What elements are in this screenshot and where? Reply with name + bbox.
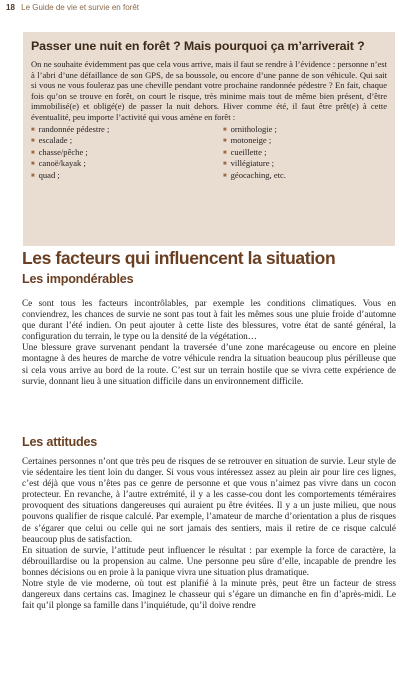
- activity-list-right: [223, 124, 286, 182]
- paragraph: Certaines personnes n’ont que très peu de risques de se retrouver en situation de survie. Leur style de vie sédentaire les tient loin du danger. Si vous vous intéressez assez au plein air pour lire ces lignes, c’est déjà que vous n’êtes pas ce genre de personne et que vous n’aimez pas vivre dans un cocon protecteur. En revanche, à l’autre extrémité, il y a les casse-cou dont les comportements téméraires provoquent des situations dangereuses qui auraient pu être évitées. Il y a un juste milieu, que nous pouvons qualifier de risque calculé. Par exemple, l’amateur de marche d’orientation a plus de risques de s’égarer que celui ou celle qui ne sort jamais des sentiers, mais il retire de ce risque calculé beaucoup plus de satisfaction.: [22, 456, 396, 544]
- running-header: [6, 3, 139, 12]
- list-item: ■ motoneige ;: [223, 135, 286, 147]
- paragraph: En situation de survie, l’attitude peut influencer le résultat : par exemple la force de caractère, la débrouillardise ou la propension au calme. Une personne peu sûre d’elle, incapable de prendre les bonnes décisions ou en proie à la panique vivra une situation plus dramatique.: [22, 544, 396, 577]
- list-item: ■ escalade ;: [31, 135, 223, 147]
- imponderables-body: [22, 298, 396, 387]
- paragraph: Une blessure grave survenant pendant la traversée d’une zone marécageuse ou encore en pleine montagne à des heures de marche de votre véhicule rendra la situation beaucoup plus périlleuse que si cela vous arrive au bord de la route. C’est sur un terrain hostile que se vivra cette expérience de survie, donnant lieu à une situation difficile dans un environnement difficile.: [22, 342, 396, 386]
- info-box: [23, 32, 395, 246]
- activity-list-left: [31, 124, 223, 182]
- list-item: ■ canoë/kayak ;: [31, 158, 223, 170]
- list-item: ■ géocaching, etc.: [223, 170, 286, 182]
- paragraph: Notre style de vie moderne, où tout est planifié à la minute près, peut être un facteur de stress dangereux dans certains cas. Imaginez le chasseur qui s’égare un dimanche en fin d’après-midi. Le fait qu’il plonge sa famille dans l’inquiétude, qu’il doive rendre: [22, 578, 396, 611]
- list-item: ■ ornithologie ;: [223, 124, 286, 136]
- section-title: Les facteurs qui influencent la situation: [22, 248, 336, 268]
- info-box-title: Passer une nuit en forêt ? Mais pourquoi ça m’arriverait ?: [31, 39, 365, 53]
- list-item: ■ cueillette ;: [223, 147, 286, 159]
- list-item: ■ chasse/pêche ;: [31, 147, 223, 159]
- attitudes-body: [22, 456, 396, 611]
- page-number: 18: [6, 3, 15, 12]
- list-item: ■ villégiature ;: [223, 158, 286, 170]
- info-box-text: On ne souhaite évidemment pas que cela vous arrive, mais il faut se rendre à l’évidence : personne n’est à l’abri d’une défaillance de son GPS, de sa boussole, ou encore d’une panne de son véhicule. Qui sait si vous ne vous fouleraz pas une cheville pendant votre prochaine randonnée pédestre ? En fait, chaque fois qu’on se trouve en forêt, on court le risque, très minime mais tout de même bien présent, d’être immobilisé(e) et obligé(e) de passer la nuit dehors. Hiver comme été, il faut être prêt(e) à cette éventualité, peu importe l’activité qui vous amène en forêt :: [31, 59, 387, 122]
- running-title: Le Guide de vie et survie en forêt: [21, 3, 139, 12]
- list-item: ■ quad ;: [31, 170, 223, 182]
- subsection-title-imponderables: Les impondérables: [22, 272, 134, 286]
- paragraph: Ce sont tous les facteurs incontrôlables, par exemple les conditions climatiques. Vous en conviendrez, les chances de survie ne sont pas tout à fait les mêmes sous une pluie froide d’automne que durant l’été indien. On peut ajouter à cette liste des blessures, votre état de santé général, la configuration du terrain, le type ou la densité de la végétation…: [22, 298, 396, 342]
- subsection-title-attitudes: Les attitudes: [22, 435, 98, 449]
- list-item: ■ randonnée pédestre ;: [31, 124, 223, 136]
- activity-lists: [31, 124, 387, 182]
